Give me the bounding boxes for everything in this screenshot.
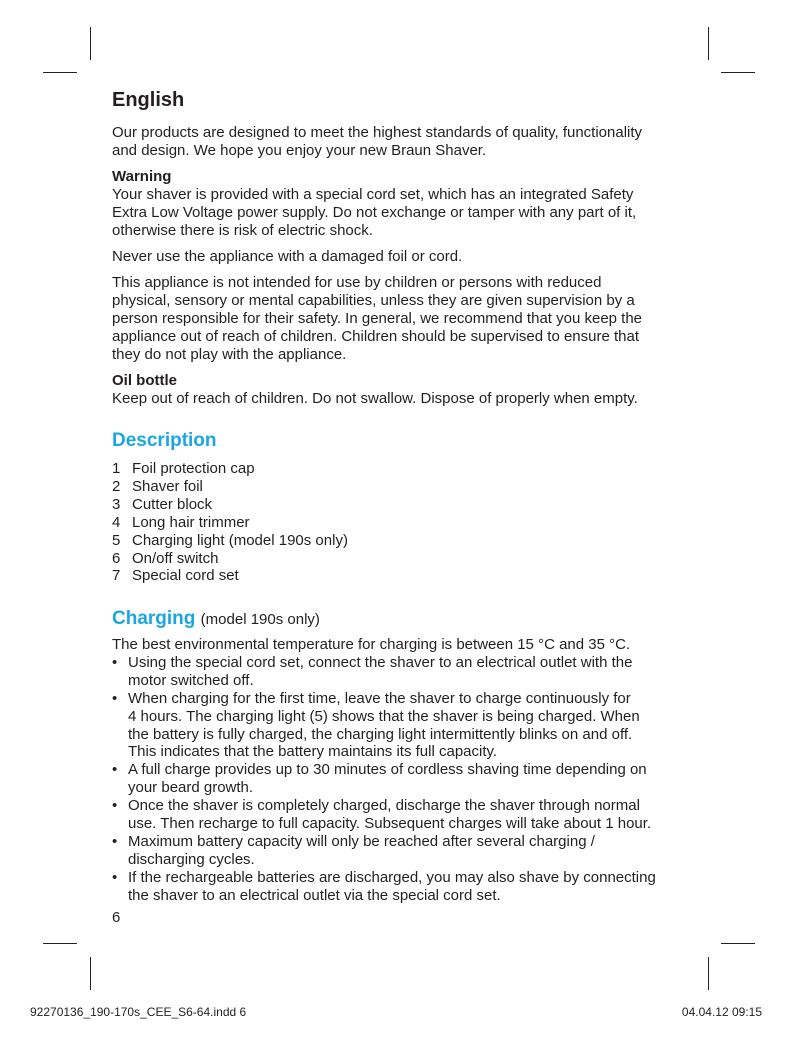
- list-item: [112, 550, 692, 568]
- item-number: 4: [112, 513, 121, 531]
- footer-file-name: 92270136_190-170s_CEE_S6-64.indd 6: [30, 1005, 247, 1019]
- text-line: 4 hours. The charging light (5) shows that the shaver is being charged. When: [128, 707, 640, 725]
- item-label: Charging light (model 190s only): [132, 531, 348, 549]
- text-line: A full charge provides up to 30 minutes of cordless shaving time depending on: [128, 761, 647, 779]
- item-number: 7: [112, 567, 121, 585]
- text-line: This appliance is not intended for use by children or persons with reduced: [112, 274, 602, 291]
- bullet-item: [112, 797, 692, 833]
- text-line: otherwise there is risk of electric shock.: [112, 221, 373, 239]
- warning-section: [112, 168, 692, 240]
- list-item: [112, 567, 692, 585]
- text-line: The best environmental temperature for charging is between 15 °C and 35 °C.: [112, 636, 631, 653]
- list-item: [112, 532, 692, 550]
- text-line: the shaver to an electrical outlet via the special cord set.: [128, 886, 501, 904]
- description-list: [112, 460, 692, 585]
- item-number: 3: [112, 495, 121, 513]
- text-line: physical, sensory or mental capabilities, unless they are given supervision by a: [112, 291, 635, 309]
- text-line: Extra Low Voltage power supply. Do not exchange or tamper with any part of it,: [112, 203, 637, 221]
- list-item: [112, 478, 692, 496]
- charging-title: Charging: [112, 608, 196, 629]
- crop-mark: [708, 27, 709, 60]
- warning-paragraph-3: [112, 274, 692, 364]
- item-label: On/off switch: [132, 549, 219, 567]
- text-line: and design. We hope you enjoy your new Braun Shaver.: [112, 141, 487, 159]
- bullet-item: [112, 690, 692, 762]
- crop-mark: [721, 943, 755, 944]
- text-line: Keep out of reach of children. Do not swallow. Dispose of properly when empty.: [112, 389, 638, 407]
- bullet-item: [112, 869, 692, 905]
- bullet-item: [112, 654, 692, 690]
- item-label: Foil protection cap: [132, 460, 255, 477]
- crop-mark: [721, 72, 755, 73]
- item-number: 6: [112, 549, 121, 567]
- item-label: Cutter block: [132, 495, 213, 513]
- bullet-icon: •: [112, 868, 118, 886]
- crop-mark: [43, 72, 77, 73]
- text-line: motor switched off.: [128, 671, 254, 689]
- list-item: [112, 496, 692, 514]
- page-number: 6: [112, 909, 121, 926]
- text-line: This indicates that the battery maintains its full capacity.: [128, 743, 498, 761]
- text-line: Maximum battery capacity will only be reached after several charging /: [128, 832, 595, 850]
- item-label: Long hair trimmer: [132, 513, 250, 531]
- oil-bottle-title: Oil bottle: [112, 372, 177, 389]
- text-line: If the rechargeable batteries are discharged, you may also shave by connecting: [128, 868, 656, 886]
- crop-mark: [43, 943, 77, 944]
- oil-bottle-section: [112, 372, 692, 408]
- text-line: Your shaver is provided with a special cord set, which has an integrated Safety: [112, 185, 634, 203]
- charging-subtitle: (model 190s only): [200, 611, 320, 628]
- bullet-item: [112, 761, 692, 797]
- crop-mark: [708, 957, 709, 990]
- text-line: When charging for the first time, leave the shaver to charge continuously for: [128, 689, 631, 707]
- text-line: discharging cycles.: [128, 850, 255, 868]
- crop-mark: [90, 957, 91, 990]
- text-line: appliance out of reach of children. Children should be supervised to ensure that: [112, 327, 639, 345]
- bullet-icon: •: [112, 653, 118, 671]
- charging-section: [112, 636, 692, 905]
- footer-date: 04.04.12 09:15: [681, 1005, 762, 1019]
- warning-paragraph-2: [112, 248, 692, 266]
- text-line: person responsible for their safety. In general, we recommend that you keep the: [112, 309, 643, 327]
- crop-mark: [90, 27, 91, 60]
- warning-title: Warning: [112, 168, 172, 185]
- list-item: [112, 460, 692, 478]
- item-number: 2: [112, 477, 121, 495]
- bullet-icon: •: [112, 689, 118, 707]
- text-line: Our products are designed to meet the highest standards of quality, functionality: [112, 124, 643, 141]
- section-heading-description: Description: [112, 430, 217, 451]
- section-heading-english: English: [112, 89, 185, 111]
- text-line: the battery is fully charged, the charging light intermittently blinks on and off.: [128, 725, 633, 743]
- charging-bullet-list: [112, 654, 692, 905]
- item-label: Shaver foil: [132, 477, 203, 495]
- item-number: 1: [112, 460, 121, 477]
- bullet-icon: •: [112, 832, 118, 850]
- text-line: your beard growth.: [128, 779, 254, 797]
- item-number: 5: [112, 531, 121, 549]
- text-line: Using the special cord set, connect the shaver to an electrical outlet with the: [128, 653, 633, 671]
- text-line: use. Then recharge to full capacity. Subsequent charges will take about 1 hour.: [128, 815, 652, 833]
- bullet-icon: •: [112, 797, 118, 815]
- item-label: Special cord set: [132, 567, 239, 585]
- bullet-icon: •: [112, 761, 118, 779]
- bullet-item: [112, 833, 692, 869]
- text-line: Never use the appliance with a damaged foil or cord.: [112, 248, 463, 265]
- text-line: Once the shaver is completely charged, discharge the shaver through normal: [128, 797, 640, 815]
- text-line: they do not play with the appliance.: [112, 345, 347, 363]
- list-item: [112, 514, 692, 532]
- section-heading-charging: [112, 608, 320, 630]
- intro-paragraph: [112, 124, 692, 160]
